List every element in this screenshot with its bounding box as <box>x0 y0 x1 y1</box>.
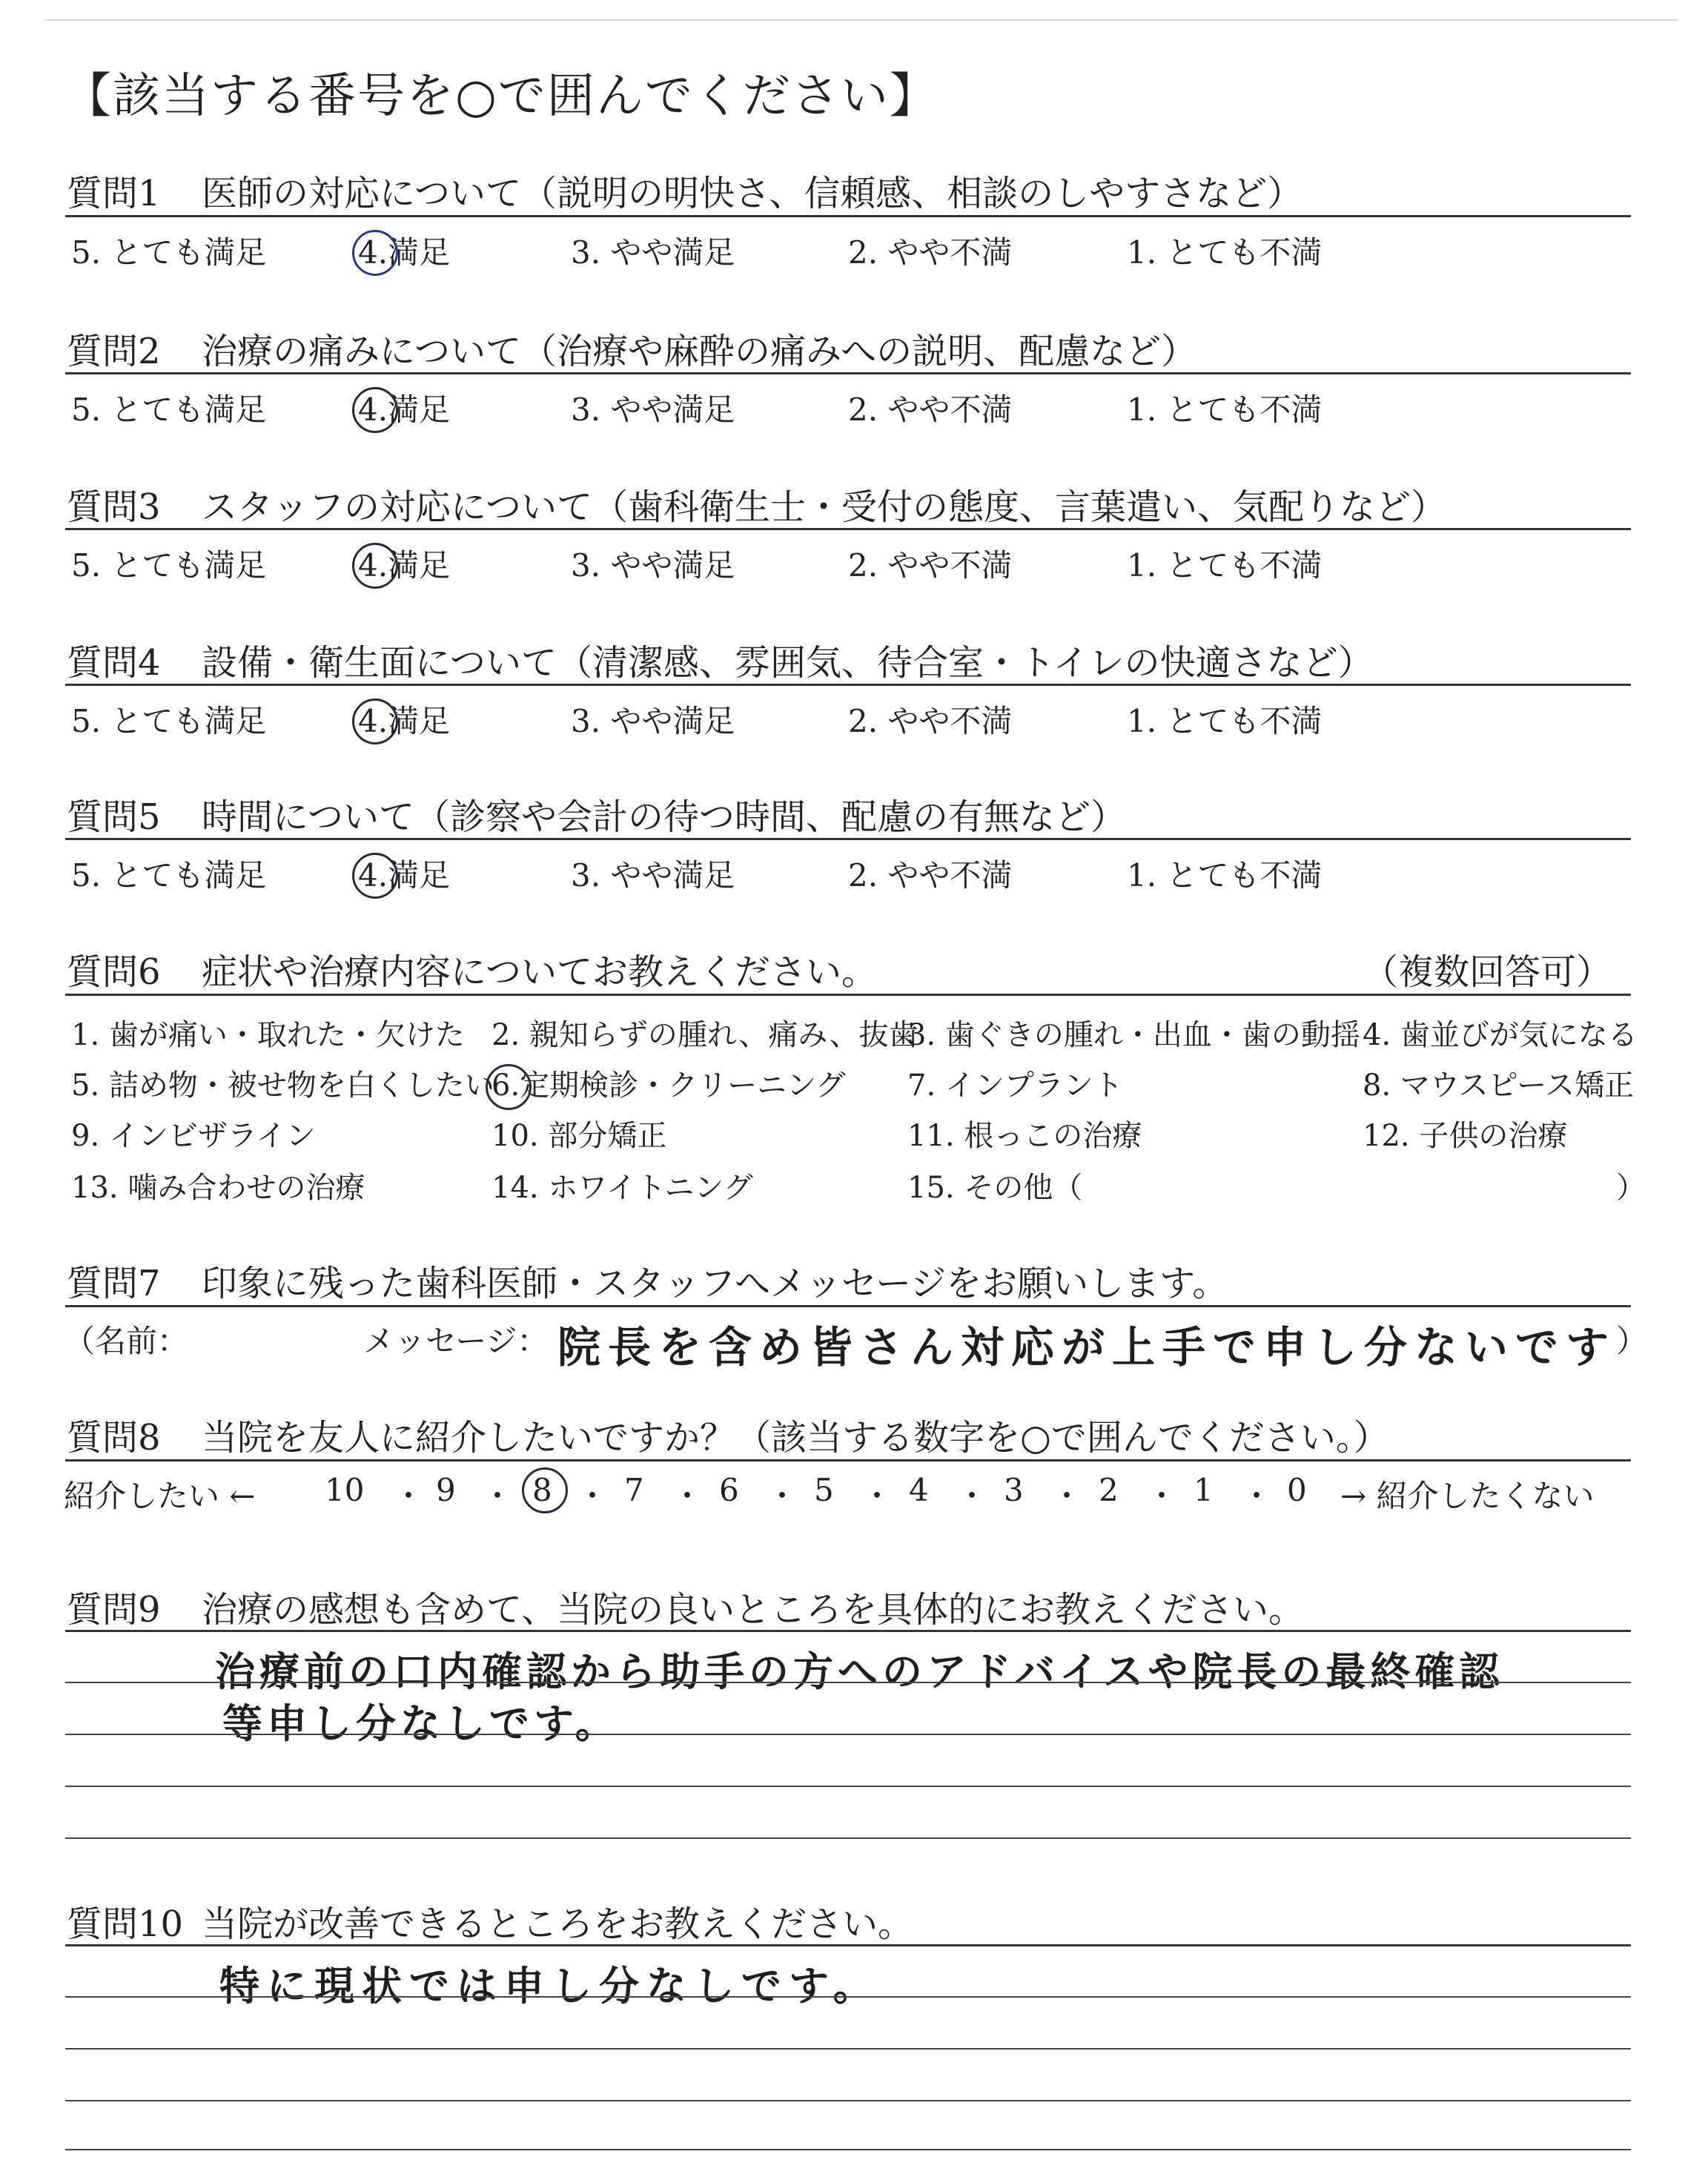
scale-separator: ・ <box>1146 1478 1178 1514</box>
question-2 <box>67 323 1196 374</box>
scale-0[interactable]: 0 <box>1287 1472 1307 1508</box>
symptom-13[interactable]: 13. 噛み合わせの治療 <box>71 1171 365 1205</box>
question-divider <box>65 838 1631 840</box>
question-1 <box>67 165 1302 216</box>
scale-left-label: 紹介したい ← <box>64 1478 256 1514</box>
symptom-2[interactable]: 2. 親知らずの腫れ、痛み、抜歯 <box>491 1018 918 1052</box>
question-text: スタッフの対応について（歯科衛生士・受付の態度、言葉遣い、気配りなど） <box>202 486 1447 528</box>
option-1[interactable]: 1. とても不満 <box>1127 703 1323 739</box>
message-label: メッセージ： <box>363 1323 549 1359</box>
selection-circle <box>352 698 398 744</box>
selection-circle <box>486 1064 532 1110</box>
symptom-12[interactable]: 12. 子供の治療 <box>1363 1119 1568 1153</box>
symptom-7[interactable]: 7. インプラント <box>907 1069 1123 1103</box>
multiple-answer-note: （複数回答可） <box>1363 951 1612 993</box>
scale-separator: ・ <box>577 1478 609 1514</box>
scale-separator: ・ <box>1051 1478 1083 1514</box>
symptom-8[interactable]: 8. マウスピース矯正 <box>1363 1069 1635 1103</box>
question-number: 質問3 <box>67 486 161 528</box>
option-2[interactable]: 2. やや不満 <box>848 857 1013 894</box>
symptom-3[interactable]: 3. 歯ぐきの腫れ・出血・歯の動揺 <box>907 1018 1360 1052</box>
question-text: 設備・衛生面について（清潔感、雰囲気、待合室・トイレの快適さなど） <box>202 642 1374 684</box>
top-edge-line <box>44 19 1678 21</box>
question-number: 質問8 <box>67 1417 161 1459</box>
question-text: 治療の痛みについて（治療や麻酔の痛みへの説明、配慮など） <box>202 331 1197 372</box>
question-8 <box>67 1409 1389 1460</box>
question-9 <box>67 1581 1304 1632</box>
handwritten-message: 院長を含め皆さん対応が上手で申し分ないです <box>557 1322 1617 1373</box>
option-2[interactable]: 2. やや不満 <box>848 547 1013 584</box>
scale-1[interactable]: 1 <box>1194 1472 1214 1508</box>
option-3[interactable]: 3. やや満足 <box>571 703 735 739</box>
option-5[interactable]: 5. とても満足 <box>71 547 267 584</box>
question-divider <box>65 1630 1631 1632</box>
question-divider <box>65 372 1631 374</box>
answer-line <box>65 1837 1631 1839</box>
answer-line <box>65 2149 1631 2150</box>
symptom-5[interactable]: 5. 詰め物・被せ物を白くしたい <box>71 1069 494 1103</box>
option-5[interactable]: 5. とても満足 <box>71 703 267 739</box>
selection-circle <box>352 387 398 433</box>
other-close-paren: ） <box>1616 1171 1646 1205</box>
option-2[interactable]: 2. やや不満 <box>848 392 1013 428</box>
symptom-15-other[interactable]: 15. その他（ <box>907 1171 1083 1205</box>
answer-line <box>65 2100 1631 2101</box>
option-2[interactable]: 2. やや不満 <box>848 234 1013 271</box>
question-text: 時間について（診察や会計の待つ時間、配慮の有無など） <box>202 796 1127 838</box>
scale-separator: ・ <box>861 1478 893 1514</box>
answer-line <box>65 1996 1631 1998</box>
scale-separator: ・ <box>956 1478 988 1514</box>
scale-5[interactable]: 5 <box>814 1472 834 1508</box>
question-text: 当院を友人に紹介したいですか？（該当する数字を○で囲んでください。） <box>202 1417 1389 1459</box>
selection-circle <box>522 1467 568 1513</box>
option-4-selected[interactable]: 4.満足 <box>358 386 450 430</box>
scale-9[interactable]: 9 <box>436 1472 456 1508</box>
symptom-1[interactable]: 1. 歯が痛い・取れた・欠けた <box>71 1018 465 1052</box>
option-5[interactable]: 5. とても満足 <box>71 234 267 271</box>
scale-2[interactable]: 2 <box>1099 1472 1119 1508</box>
question-3 <box>67 478 1446 529</box>
question-divider <box>65 215 1631 217</box>
question-divider <box>65 1459 1631 1462</box>
option-4-selected[interactable]: 4.満足 <box>358 851 450 896</box>
question-text: 医師の対応について（説明の明快さ、信頼感、相談のしやすさなど） <box>202 173 1303 214</box>
message-close-paren: ） <box>1616 1323 1648 1359</box>
handwritten-answer-line-2: 等申し分なしです。 <box>222 1700 620 1747</box>
question-divider <box>65 994 1631 996</box>
name-label: （名前： <box>64 1323 189 1359</box>
symptom-11[interactable]: 11. 根っこの治療 <box>907 1119 1142 1153</box>
question-divider <box>65 1305 1631 1307</box>
option-3[interactable]: 3. やや満足 <box>571 547 735 584</box>
symptom-4[interactable]: 4. 歯並びが気になる <box>1363 1018 1638 1052</box>
selection-circle <box>352 230 398 276</box>
option-4-selected[interactable]: 4.満足 <box>358 697 450 742</box>
symptom-14[interactable]: 14. ホワイトニング <box>491 1171 753 1205</box>
answer-line <box>65 1734 1631 1735</box>
scale-7[interactable]: 7 <box>624 1472 644 1508</box>
scale-separator: ・ <box>393 1478 425 1514</box>
option-1[interactable]: 1. とても不満 <box>1127 857 1323 894</box>
question-number: 質問7 <box>67 1263 161 1304</box>
question-5 <box>67 788 1126 839</box>
option-5[interactable]: 5. とても満足 <box>71 857 267 894</box>
option-1[interactable]: 1. とても不満 <box>1127 392 1323 428</box>
answer-line <box>65 2048 1631 2050</box>
scale-right-label: → 紹介したくない <box>1340 1478 1595 1514</box>
question-divider <box>65 528 1631 530</box>
selection-circle <box>352 853 398 899</box>
question-number: 質問5 <box>67 796 161 838</box>
option-3[interactable]: 3. やや満足 <box>571 392 735 428</box>
option-1[interactable]: 1. とても不満 <box>1127 234 1323 271</box>
question-divider <box>65 1944 1631 1946</box>
question-number: 質問4 <box>67 642 161 684</box>
question-number: 質問10 <box>67 1903 184 1945</box>
question-number: 質問6 <box>67 951 161 993</box>
question-divider <box>65 684 1631 686</box>
question-10 <box>67 1895 913 1946</box>
question-6 <box>67 943 877 994</box>
symptom-6-selected[interactable]: 6.定期検診・クリーニング <box>491 1062 845 1104</box>
symptom-9[interactable]: 9. インビザライン <box>71 1119 316 1153</box>
question-4 <box>67 634 1374 685</box>
scale-separator: ・ <box>482 1478 514 1514</box>
option-1[interactable]: 1. とても不満 <box>1127 547 1323 584</box>
option-2[interactable]: 2. やや不満 <box>848 703 1013 739</box>
question-number: 質問9 <box>67 1589 161 1631</box>
option-4-selected[interactable]: 4.満足 <box>358 228 450 273</box>
question-text: 当院が改善できるところをお教えください。 <box>202 1903 914 1945</box>
scale-separator: ・ <box>767 1478 798 1514</box>
question-7 <box>67 1255 1228 1306</box>
answer-line <box>65 1682 1631 1683</box>
scale-3[interactable]: 3 <box>1004 1472 1024 1508</box>
answer-line <box>65 1786 1631 1787</box>
scale-separator: ・ <box>1241 1478 1273 1514</box>
handwritten-answer-line-1: 治療前の口内確認から助手の方へのアドバイスや院長の最終確認 <box>215 1648 1504 1695</box>
question-number: 質問2 <box>67 331 161 372</box>
option-3[interactable]: 3. やや満足 <box>571 857 735 894</box>
question-number: 質問1 <box>67 173 161 214</box>
scale-separator: ・ <box>672 1478 704 1514</box>
scale-10[interactable]: 10 <box>325 1472 365 1508</box>
option-5[interactable]: 5. とても満足 <box>71 392 267 428</box>
scale-6[interactable]: 6 <box>719 1472 739 1508</box>
scale-8-selected[interactable]: 8 <box>532 1472 552 1508</box>
page-title: 【該当する番号を○で囲んでください】 <box>64 69 939 124</box>
option-3[interactable]: 3. やや満足 <box>571 234 735 271</box>
handwritten-improvement-answer: 特に現状では申し分なしです。 <box>219 1963 881 2009</box>
selection-circle <box>352 543 398 589</box>
question-text: 治療の感想も含めて、当院の良いところを具体的にお教えください。 <box>202 1589 1305 1631</box>
question-text: 症状や治療内容についてお教えください。 <box>202 951 878 993</box>
question-text: 印象に残った歯科医師・スタッフへメッセージをお願いします。 <box>202 1263 1228 1304</box>
scale-4[interactable]: 4 <box>909 1472 929 1508</box>
option-4-selected[interactable]: 4.満足 <box>358 541 450 586</box>
symptom-10[interactable]: 10. 部分矯正 <box>491 1119 667 1153</box>
